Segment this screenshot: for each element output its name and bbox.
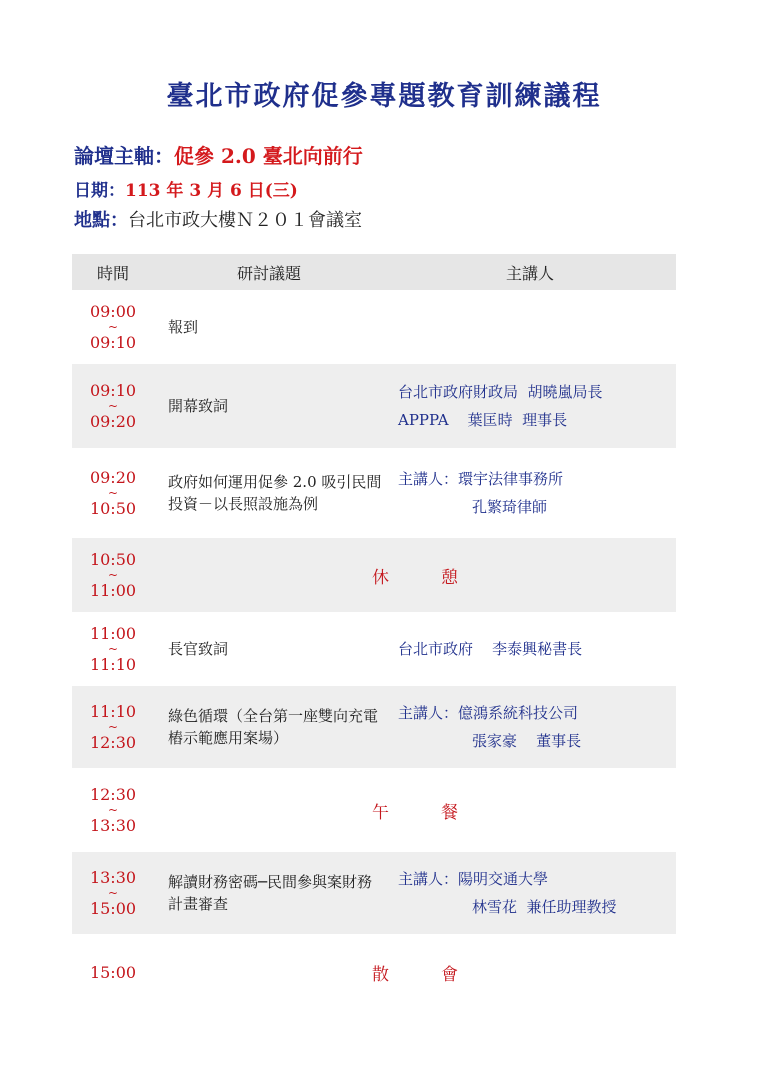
end-time: 09:20: [89, 412, 137, 431]
header-time: 時間: [96, 263, 129, 283]
end-time: 10:50: [89, 499, 137, 518]
tilde: ~: [107, 720, 119, 734]
tilde: ~: [107, 486, 119, 500]
topic: 開幕致詞: [168, 397, 229, 415]
time-range: [72, 934, 154, 1010]
time-range: [72, 768, 154, 852]
forum-theme: [74, 140, 363, 169]
speaker: [398, 448, 676, 538]
break-label: 休憩: [372, 567, 510, 588]
end-time: 09:10: [89, 333, 137, 352]
end-time: 12:30: [89, 733, 137, 752]
start-time: 12:30: [89, 785, 137, 804]
lunch-label: 午餐: [372, 802, 510, 823]
tilde: ~: [107, 642, 119, 656]
table-row: [72, 686, 676, 768]
start-time: 09:20: [89, 468, 137, 487]
forum-value: 促參 2.0 臺北向前行: [174, 144, 363, 168]
start-time: 09:00: [89, 302, 137, 321]
time-range: [72, 612, 154, 686]
closing-label: 散會: [372, 964, 510, 985]
location-label: 地點：: [74, 210, 128, 231]
table-row: [72, 538, 676, 612]
start-time: 11:10: [89, 702, 137, 721]
topic: 解讀財務密碼─民間參與案財務計畫審查: [168, 873, 373, 913]
tilde: ~: [107, 399, 119, 413]
topic: 政府如何運用促參 2.0 吸引民間投資－以長照設施為例: [168, 473, 382, 513]
topic: 長官致詞: [168, 640, 229, 658]
speaker: [398, 612, 676, 686]
end-time: 15:00: [89, 899, 137, 918]
time-range: [72, 686, 154, 768]
time-range: [72, 448, 154, 538]
event-date: [74, 176, 298, 201]
start-time: 09:10: [89, 381, 137, 400]
time-range: [72, 290, 154, 364]
tilde: ~: [107, 886, 119, 900]
speaker-line-1: 台北市政府 李泰興秘書長: [398, 640, 583, 658]
location-value: 台北市政大樓Ｎ２０１會議室: [128, 210, 362, 231]
table-row: [72, 448, 676, 538]
header-topic: 研討議題: [236, 263, 301, 283]
table-row: [72, 852, 676, 934]
page-title: 臺北市政府促參專題教育訓練議程: [166, 81, 602, 112]
start-time: 15:00: [89, 962, 137, 982]
date-label: 日期：: [74, 181, 125, 201]
table-header: [72, 254, 676, 290]
time-range: [72, 538, 154, 612]
topic: 報到: [168, 318, 199, 336]
table-row: [72, 768, 676, 852]
table-row: [72, 934, 676, 1010]
topic: 綠色循環（全台第一座雙向充電樁示範應用案場）: [168, 707, 379, 747]
speaker-line-1: 主講人：環宇法律事務所: [398, 470, 564, 488]
time-range: [72, 852, 154, 934]
speaker-line-1: 主講人：億鴻系統科技公司: [398, 704, 579, 722]
speaker: [398, 852, 676, 934]
speaker: [398, 686, 676, 768]
forum-label: 論壇主軸：: [74, 144, 174, 168]
speaker-line-2: 林雪花 兼任助理教授: [472, 898, 617, 916]
table-row: [72, 612, 676, 686]
tilde: ~: [107, 803, 119, 817]
header-speaker: 主講人: [505, 263, 554, 283]
end-time: 11:10: [89, 655, 137, 674]
speaker: [398, 364, 676, 448]
table-row: [72, 364, 676, 448]
agenda-table: [72, 254, 676, 985]
speaker-line-1: 主講人：陽明交通大學: [398, 870, 549, 888]
tilde: ~: [107, 568, 119, 582]
speaker-line-2: APPPA 葉匡時 理事長: [398, 411, 568, 429]
start-time: 10:50: [89, 550, 137, 569]
end-time: 11:00: [89, 581, 137, 600]
speaker-line-2: 孔繁琦律師: [472, 498, 548, 516]
start-time: 13:30: [89, 868, 137, 887]
event-location: [74, 206, 362, 232]
speaker-line-1: 台北市政府財政局 胡曉嵐局長: [398, 383, 603, 401]
date-value: 113 年 3 月 6 日(三): [125, 181, 298, 201]
tilde: ~: [107, 320, 119, 334]
end-time: 13:30: [89, 816, 137, 835]
table-row: [72, 290, 676, 364]
start-time: 11:00: [89, 624, 137, 643]
speaker-line-2: 張家豪 董事長: [472, 732, 582, 750]
time-range: [72, 364, 154, 448]
